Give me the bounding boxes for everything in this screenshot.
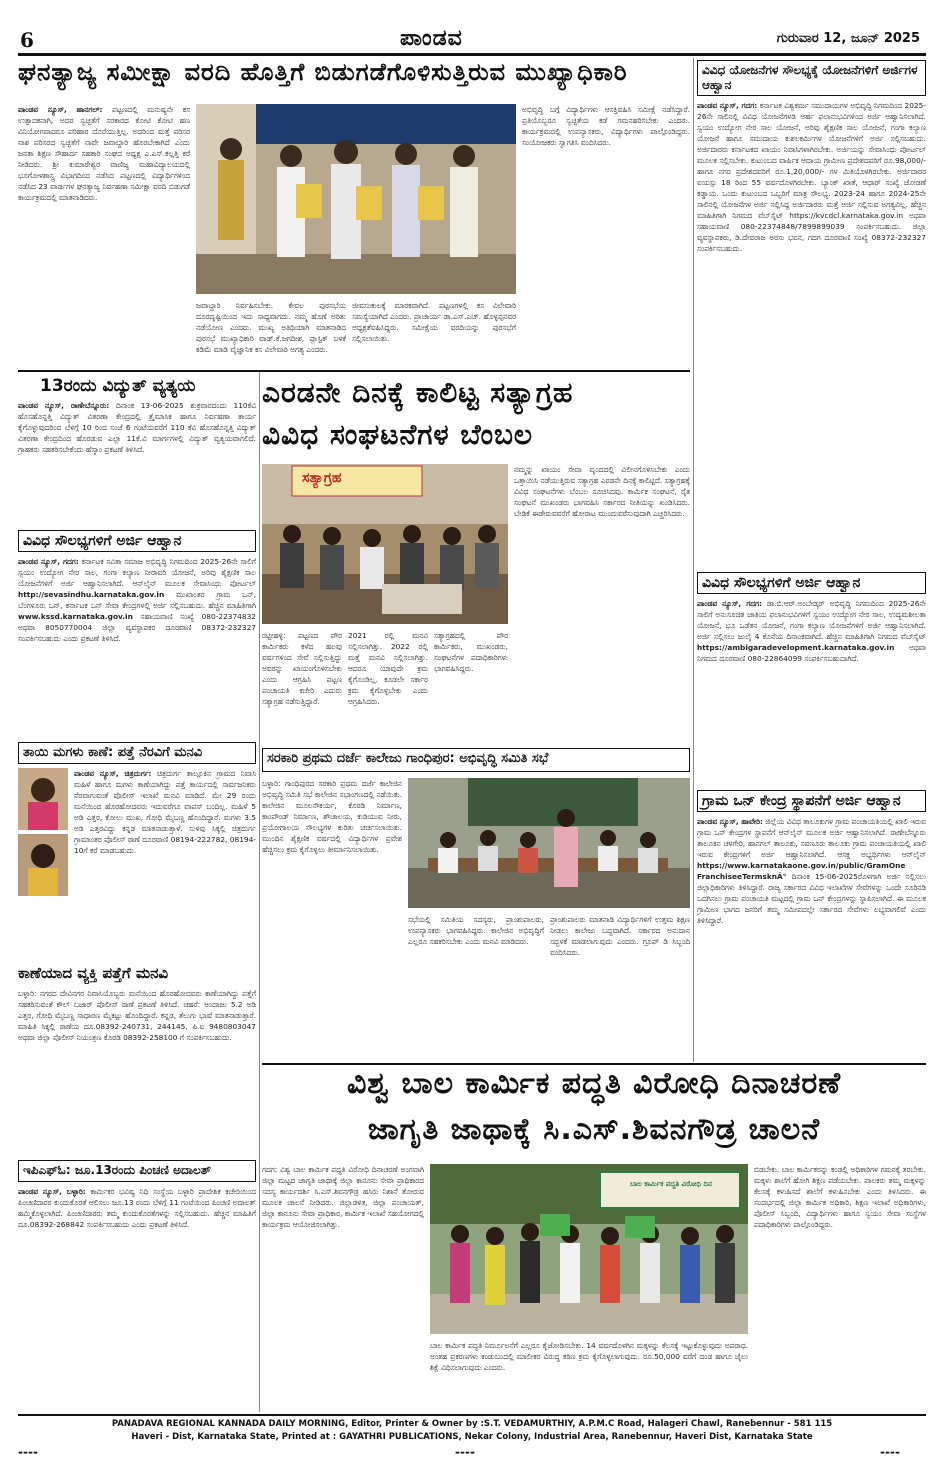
gramaone-headline: ಗ್ರಾಮ ಒನ್ ಕೇಂದ್ರ ಸ್ಥಾಪನೆಗೆ ಅರ್ಜಿ ಆಹ್ವಾನ [697,790,926,812]
schemes1-dateline: ಪಾಂಡವ ನ್ಯೂಸ್, ಗದಗ: [697,101,758,110]
childlabour-body-3: ಬಿಡಬೇಕು. ಬಾಲ ಕಾರ್ಮಿಕರನ್ನು ಕಂಡಲ್ಲಿ ಅಧಿಕಾರಿಗಳ ಗಮನಕ್ಕೆ ತರಬೇಕು. ಮಕ್ಕಳು ಶಾಲೆಗೆ ಹೋಗಿ ಶಿಕ್ಷಣ ಪಡೆಯಬೇಕು. ಪಾಲಕರು ತಮ್ಮ ಮಕ್ಕಳನ್ನು ಕೆಲಸಕ್ಕೆ ಕಳುಹಿಸದೆ ಶಾಲೆಗೆ ಕಳುಹಿಸಬೇಕು ಎಂದು ತಿಳಿಸಿದರು. ಈ ಸಂದರ್ಭದಲ್ಲಿ ಜಿಲ್ಲಾ ಕಾರ್ಮಿಕ ಅಧಿಕಾರಿ, ಶಿಕ್ಷಣ ಇಲಾಖೆ ಅಧಿಕಾರಿಗಳು, ಪೊಲೀಸ್ ಸಿಬ್ಬಂದಿ, ವಿದ್ಯಾರ್ಥಿಗಳು ಹಾಗೂ ಸ್ವಯಂ ಸೇವಾ ಸಂಸ್ಥೆಗಳ ಪದಾಧಿಕಾರಿಗಳು ಪಾಲ್ಗೊಂಡಿದ್ದರು. [754,1165,926,1229]
childlabour-headline-1: ವಿಶ್ವ ಬಾಲ ಕಾರ್ಮಿಕ ಪದ್ಧತಿ ವಿರೋಧಿ ದಿನಾಚರಣೆ [346,1068,842,1101]
schemes2-url-2[interactable]: www.kssd.karnataka.gov.in [18,612,133,621]
missingwoman-dateline: ಪಾಂಡವ ನ್ಯೂಸ್, ಚಿತ್ರದುರ್ಗ: [74,769,152,778]
lead-body-text: ಪಟ್ಟಣದಲ್ಲಿ ಮನುಷ್ಯನೇ ಕಸ ಉತ್ಪಾದಕನಾಗಿ, ಅದರ ಸ್ವಚ್ಛತೆಗೆ ಸರಕಾರದ ಕೋಟಿ ಕೋಟಿ ಹಣ ವಿನಿಯೋಗವಾದರೂ ಪರಿಹಾರ ದೊರೆಯುತ್ತಿಲ್ಲ. ಅದರಿಂದ ಮತ್ತೆ ಪರಿಸರ ನಾಶ ಪರಿಸರದ ಸ್ವಚ್ಛತೆಗೆ ನಾವೇ ಜವಾಬ್ದಾರಿ ಹೊರಬೇಕಾಗಿದೆ ಎಂದು ಜನತಾ ಶಿಕ್ಷಣ ಸೌಹಾರ್ದ ಸಹಕಾರಿ ಸಂಘದ ಅಧ್ಯಕ್ಷ ಎ.ಎಸ್.ಕಲ್ಲತ್ತಿ ಕರೆ ನೀಡಿದರು. ಶ್ರೀ ಕುಮಾರೇಶ್ವರ ವಾಣಿಜ್ಯ ಮಹಾವಿದ್ಯಾಲಯದಲ್ಲಿ ಭೂಗೋಳಶಾಸ್ತ್ರ ವಿಭಾಗದಿಂದ ನಡೆಸಿದ ಪಟ್ಟಣದಲ್ಲಿ ವಿದ್ಯಾರ್ಥಿಗಳಿಂದ ನಡೆಸಿದ 23 ವಾರ್ಡಗಳ ಘನತ್ಯಾಜ್ಯ ನಿರ್ವಹಣಾ ಸಮೀಕ್ಷಾ ವರದಿ ಬಿಡುಗಡೆ ಕಾರ್ಯಕ್ರಮದಲ್ಲಿ ಮಾತನಾಡಿದರು. [18,105,190,202]
schemes2-body-text: ಕರ್ನಾಟಕ ಸವಿತಾ ಸಮಾಜ ಅಭಿವೃದ್ಧಿ ನಿಗಮದಿಂದ 2025-26ನೇ ಸಾಲಿಗೆ ಸ್ವಯಂ ಉದ್ಯೋಗ ನೇರ ಸಾಲ, ಗಂಗಾ ಕಲ್ಯಾಣ ನೀರಾವರಿ ಯೋಜನೆ, ಅರಿವು ಶೈಕ್ಷಣಿಕ ಸಾಲ ಯೋಜನೆಗಳಿಗೆ ಅರ್ಜಿ ಆಹ್ವಾನಿಸಲಾಗಿದೆ. ಆನ್‌ಲೈನ್ ಮೂಲಕ ಸೇವಾಸಿಂಧು ಪೋರ್ಟಲ್ [18,557,256,588]
satyagraha-photo-image [262,464,508,624]
childlabour-body-1: ಗದಗ: ವಿಶ್ವ ಬಾಲ ಕಾರ್ಮಿಕ ಪದ್ಧತಿ ವಿರೋಧಿ ದಿನಾಚರಣೆ ಅಂಗವಾಗಿ ಜಿಲ್ಲಾ ಮಟ್ಟದ ಜಾಗೃತಿ ಜಾಥಾಕ್ಕೆ ಜಿಲ್ಲಾ ಕಾನೂನು ಸೇವಾ ಪ್ರಾಧಿಕಾರದ ಸದಸ್ಯ ಕಾರ್ಯದರ್ಶಿ ಸಿ.ಎಸ್.ಶಿವನಗೌಡ್ರ ಹಸಿರು ನಿಶಾನೆ ತೋರುವ ಮೂಲಕ ಚಾಲನೆ ನೀಡಿದರು. ಜಿಲ್ಲಾಡಳಿತ, ಜಿಲ್ಲಾ ಪಂಚಾಯತ್, ಜಿಲ್ಲಾ ಕಾನೂನು ಸೇವಾ ಪ್ರಾಧಿಕಾರ, ಕಾರ್ಮಿಕ ಇಲಾಖೆ ಸಹಯೋಗದಲ್ಲಿ ಕಾರ್ಯಕ್ರಮ ಆಯೋಜಿಸಲಾಗಿತ್ತು. [262,1165,424,1229]
schemes2-url-1[interactable]: http://sevasindhu.karnataka.gov.in [18,590,165,599]
pension-dateline: ಪಾಂಡವ ನ್ಯೂಸ್, ಬಳ್ಳಾರಿ: [18,1187,86,1196]
satyagraha-body-2: 2021 ರಲ್ಲಿ ಮನವಿ ಸಲ್ಲಿಸಲಾಗಿತ್ತು. 2022 ರಲ್ಲಿ ಮತ್ತೆ ಮನವಿ ಸಲ್ಲಿಸಲಾಗಿತ್ತು. ಆದರೂ ಯಾವುದೇ ಕ್ರಮ ಕೈಗೊಂಡಿಲ್ಲ. ಕೂಡಲೇ ಸರ್ಕಾರ ಕ್ರಮ ಕೈಗೊಳ್ಳಬೇಕು ಎಂದು ಆಗ್ರಹಿಸಿದರು. [348,631,428,706]
satyagraha-banner: ಸತ್ಯಾಗ್ರಹ [302,470,342,486]
gramaone-dateline: ಪಾಂಡವ ನ್ಯೂಸ್, ಹಾವೇರಿ: [697,817,764,826]
gramaone-body-text: ಜಿಲ್ಲೆಯ ವಿವಿಧ ತಾಲೂಕುಗಳ ಗ್ರಾಮ ಪಂಚಾಯತಿಯಲ್ಲಿ ಖಾಲಿ ಇರುವ ಗ್ರಾಮ ಒನ್ ಕೇಂದ್ರಗಳ ಸ್ಥಾಪನೆಗೆ ಆನ್‌ಲೈನ್ ಮೂಲಕ ಅರ್ಜಿ ಆಹ್ವಾನಿಸಲಾಗಿದೆ. ರಾಣೇಬೆನ್ನೂರು ತಾಲೂಕಿನ ಚಳಗೇರಿ, ಹಾನಗಲ್ ತಾಲೂಕು, ಸವಣೂರು ತಾಲೂಕು ಗ್ರಾಮ ಪಂಚಾಯತಿಯಲ್ಲಿ ಖಾಲಿ ಇರುವ ಕೇಂದ್ರಗಳಿಗೆ ಅರ್ಜಿ ಆಹ್ವಾನಿಸಲಾಗಿದೆ. ಆಸಕ್ತ ಅಭ್ಯರ್ಥಿಗಳು ಆನ್‌ಲೈನ್ [697,817,926,859]
satyagraha-photo [262,464,508,624]
college-photo-image [408,778,690,908]
lead-photo [196,104,516,294]
schemes3-body-text: ಡಾ.ಬಿ.ಆರ್.ಅಂಬೇಡ್ಕರ್ ಅಭಿವೃದ್ಧಿ ನಿಗಮದಿಂದ 2025-26ನೇ ಸಾಲಿಗೆ ಅನುಸೂಚಿತ ಜಾತಿಯ ಫಲಾನುಭವಿಗಳಿಗೆ ಸ್ವಯಂ ಉದ್ಯೋಗ ನೇರ ಸಾಲ, ಉದ್ಯಮಶೀಲತಾ ಯೋಜನೆ, ಭೂ ಒಡೆತನ ಯೋಜನೆ, ಗಂಗಾ ಕಲ್ಯಾಣ ಯೋಜನೆಗಳಿಗೆ ಅರ್ಜಿ ಆಹ್ವಾನಿಸಲಾಗಿದೆ. ಅರ್ಜಿ ಸಲ್ಲಿಸಲು ಜುಲೈ 4 ಕೊನೆಯ ದಿನಾಂಕವಾಗಿದೆ. ಹೆಚ್ಚಿನ ಮಾಹಿತಿಗಾಗಿ ನಿಗಮದ ವೆಬ್‌ಸೈಟ್ [697,599,926,641]
lead-headline: ಘನತ್ಯಾಜ್ಯ ಸಮೀಕ್ಷಾ ವರದಿ ಹೊತ್ತಿಗೆ ಬಿಡುಗಡೆಗೊಳಿಸುತ್ತಿರುವ ಮುಖ್ಯಾಧಿಕಾರಿ [18,60,628,86]
missingwoman-headline: ತಾಯಿ ಮಗಳು ಕಾಣೆ: ಪತ್ತೆ ನೆರವಿಗೆ ಮನವಿ [18,742,256,764]
lead-body-col4: ಅಭಿವೃದ್ಧಿ ಬಗ್ಗೆ ವಿದ್ಯಾರ್ಥಿಗಳು ಆಸಕ್ತಿವಹಿಸಿ ಸಮೀಕ್ಷೆ ನಡೆಸಿದ್ದಾರೆ. ಪ್ರತಿಯೊಬ್ಬರೂ ಸ್ವಚ್ಛತೆಯ ಕಡೆ ಗಮನಹರಿಸಬೇಕು ಎಂದರು. ಕಾರ್ಯಕ್ರಮದಲ್ಲಿ ಉಪನ್ಯಾಸಕರು, ವಿದ್ಯಾರ್ಥಿಗಳು ಪಾಲ್ಗೊಂಡಿದ್ದರು. ಸಂಯೋಜಕರು ಸ್ವಾಗತಿಸಿ ವಂದಿಸಿದರು. [522,105,690,147]
childlabour-body-2: ಬಾಲ ಕಾರ್ಮಿಕ ಪದ್ಧತಿ ನಿರ್ಮೂಲನೆಗೆ ಎಲ್ಲರೂ ಕೈಜೋಡಿಸಬೇಕು. 14 ವರ್ಷದೊಳಗಿನ ಮಕ್ಕಳನ್ನು ಕೆಲಸಕ್ಕೆ ಇಟ್ಟುಕೊಳ್ಳುವುದು ಅಪರಾಧ. ಅಂತಹ ಪ್ರಕರಣಗಳು ಕಂಡುಬಂದಲ್ಲಿ ಮಾಲೀಕರ ವಿರುದ್ಧ ಕಠಿಣ ಕ್ರಮ ಕೈಗೊಳ್ಳಲಾಗುವುದು. ರೂ.50,000 ವರೆಗೆ ದಂಡ ಹಾಗೂ ಜೈಲು ಶಿಕ್ಷೆ ವಿಧಿಸಲಾಗುವುದು ಎಂದರು. [430,1341,748,1372]
lead-dateline: ಪಾಂಡವ ನ್ಯೂಸ್, ಹಾನಗಲ್: [18,105,103,114]
footer-dash-mid: ---- [455,1445,475,1459]
pension-body [18,1186,256,1408]
missingwoman-body-text: ಚಿತ್ರದುರ್ಗ ತಾಲ್ಲೂಕಿನ ಗ್ರಾಮದ ನಿವಾಸಿ ಮಹಿಳೆ ಹಾಗೂ ಮಗಳು ಕಾಣೆಯಾಗಿದ್ದು ಪತ್ತೆ ಕಾರ್ಯದಲ್ಲಿ ಸಾರ್ವಜನಿಕರು ನೆರವಾಗುವಂತೆ ಪೊಲೀಸ್ ಇಲಾಖೆ ಮನವಿ ಮಾಡಿದೆ. ಮೇ 29 ರಂದು ಮನೆಯಿಂದ ಹೊರಹೋದವರು ಇದುವರೆಗೂ ವಾಪಸ್ ಬಂದಿಲ್ಲ. ಮಹಿಳೆ 5 ಅಡಿ ಎತ್ತರ, ಕೋಲು ಮುಖ, ಗೋಧಿ ಮೈಬಣ್ಣ ಹೊಂದಿದ್ದಾರೆ. ಮಗಳು 3.5 ಅಡಿ ಎತ್ತರವಿದ್ದು ಕನ್ನಡ ಮಾತನಾಡುತ್ತಾಳೆ. ಸುಳಿವು ಸಿಕ್ಕಲ್ಲಿ ಚಿತ್ರದುರ್ಗ ಗ್ರಾಮಾಂತರ ಪೊಲೀಸ್ ಠಾಣೆ ದೂರವಾಣಿ 08194-222782, 08194-10ಗೆ ಕರೆ ಮಾಡಬಹುದು. [74,769,256,855]
footer-dash-left: ---- [18,1445,38,1459]
satyagraha-headline-1: ಎರಡನೇ ದಿನಕ್ಕೆ ಕಾಲಿಟ್ಟ ಸತ್ಯಾಗ್ರಹ [262,378,574,409]
lead-body-col1 [18,104,190,368]
imprint-line-1: PANADAVA REGIONAL KANNADA DAILY MORNING, Editor, Printer & Owner by :S.T. VEDAMURTHIY, A.P.M.C Road, Halageri Chawl, Ranebennur - 581 115 [111,1419,833,1429]
pension-headline: ಇಪಿಎಫ್ಓ: ಜೂ.13ರಂದು ಪಿಂಚಣಿ ಅದಾಲತ್ [18,1160,256,1182]
header-rule [18,53,926,56]
footer-dash-right: ---- [880,1445,900,1459]
col-rule-2 [693,58,694,1062]
schemes3-url[interactable]: https://ambigaradevelopment.karnataka.gov.in [697,643,895,652]
schemes2-body [18,556,256,736]
college-photo [408,778,690,908]
missingman-body: ಬಳ್ಳಾರಿ: ನಗರದ ದೇವಿನಗರ ನಿವಾಸಿಯೊಬ್ಬರು ಮನೆಯಿಂದ ಹೊರಹೋದವರು ಕಾಣೆಯಾಗಿದ್ದು ಪತ್ತೆಗೆ ಸಹಕರಿಸುವಂತೆ ಕೌಲ್ ಬಜಾರ್ ಪೊಲೀಸ್ ಠಾಣೆ ಪ್ರಕಟಣೆ ತಿಳಿಸಿದೆ. ಚಹರೆ: ಅಂದಾಜು 5.2 ಅಡಿ ಎತ್ತರ, ಗೋಧಿ ಮೈಬಣ್ಣ ಸಾಧಾರಣ ಮೈಕಟ್ಟು ಹೊಂದಿದ್ದಾರೆ. ಕನ್ನಡ, ತೆಲುಗು ಭಾಷೆ ಮಾತನಾಡುತ್ತಾರೆ. ಮಾಹಿತಿ ಸಿಕ್ಕಲ್ಲಿ ಠಾಣೆಯ ದೂ.08392-240731, 244145, ಪಿ.ಐ 9480803047 ಅಥವಾ ಜಿಲ್ಲಾ ಪೊಲೀಸ್ ನಿಯಂತ್ರಣ ಕೊಠಡಿ 08392-258100 ಗೆ ಸಂಪರ್ಕಿಸಬಹುದು. [18,989,256,1042]
powercut-body [18,400,256,524]
lead-body-col2: ಜವಾಬ್ದಾರಿ ನಿರ್ವಹಿಸಬೇಕು. ಕೇವಲ ಪುರಸಭೆಯ ದೂರದೃಷ್ಟಿಯಿಂದ ಇದು ಸಾಧ್ಯವಾಗದು. ನಮ್ಮ ಹೊಣೆ ಅರಿತು ನಡೆಯೋಣ ಎಂದರು. ಮುಖ್ಯ ಅತಿಥಿಯಾಗಿ ಮಾತನಾಡಿದ ಪುರಸಭೆ ಮುಖ್ಯಾಧಿಕಾರಿ ವಾಡ್.ಕೆ.ಜಗದೀಶ, ಪ್ಲಾಸ್ಟಿಕ್ ಬಳಕೆ ಕಡಿಮೆ ಮಾಡಿ ವೈಜ್ಞಾನಿಕ ಕಸ ವಿಲೇವಾರಿ ಅಗತ್ಯ ಎಂದರು. [196,301,346,354]
schemes2-headline: ವಿವಿಧ ಸೌಲಭ್ಯಗಳಿಗೆ ಅರ್ಜಿ ಆಹ್ವಾನ [18,530,256,552]
schemes2-dateline: ಪಾಂಡವ ನ್ಯೂಸ್, ಗದಗ: [18,557,79,566]
issue-date: ಗುರುವಾರ 12, ಜೂನ್ 2025 [776,31,920,46]
schemes3-headline: ವಿವಿಧ ಸೌಲಭ್ಯಗಳಿಗೆ ಅರ್ಜಿ ಆಹ್ವಾನ [697,572,926,594]
childlabour-headline-2: ಜಾಗೃತಿ ಜಾಥಾಕ್ಕೆ ಸಿ.ಎಸ್.ಶಿವನಗೌಡ್ರ ಚಾಲನೆ [367,1114,821,1147]
satyagraha-body-3: ಸತ್ಯಾಗ್ರಹದಲ್ಲಿ ಪೌರ ಕಾರ್ಮಿಕರು, ಮುಖಂಡರು, ಸಂಘಟನೆಗಳ ಪದಾಧಿಕಾರಿಗಳು ಭಾಗವಹಿಸಿದ್ದರು. [434,631,508,673]
gramaone-body-text-2: ದಿನಾಂಕ 15-06-2025ರೊಳಗಾಗಿ ಅರ್ಜಿ ಸಲ್ಲಿಸಲು ಜಿಲ್ಲಾಧಿಕಾರಿಗಳು ತಿಳಿಸಿದ್ದಾರೆ. ರಾಜ್ಯ ಸರ್ಕಾರದ ವಿವಿಧ ಇಲಾಖೆಗಳ ಸೇವೆಗಳನ್ನು ಒಂದೇ ಸೂರಿನಡಿ ಒದಗಿಸಲು ಗ್ರಾಮ ಪಂಚಾಯತಿ ಮಟ್ಟದಲ್ಲಿ ಗ್ರಾಮ ಒನ್ ಕೇಂದ್ರಗಳನ್ನು ಸ್ಥಾಪಿಸಲಾಗಿದೆ. ಈ ಮೂಲಕ ಗ್ರಾಮೀಣ ಭಾಗದ ಜನರಿಗೆ ತಮ್ಮ ಸಮೀಪದಲ್ಲೇ ಸರ್ಕಾರದ ಸೇವೆಗಳು ಲಭ್ಯವಾಗಲಿವೆ ಎಂದು ತಿಳಿಸಿದ್ದಾರೆ. [697,872,926,925]
gramaone-url[interactable]: https://www.karnatakaone.gov.in/public/GramOne FranchiseeTermsknÃ° [697,861,906,881]
missingman-headline: ಕಾಣೆಯಾದ ವ್ಯಕ್ತಿ ಪತ್ತೆಗೆ ಮನವಿ [18,964,169,982]
lead-photo-image [196,104,516,294]
footer-rule [18,1414,926,1416]
college-body-3: ಪ್ರಾಂಶುಪಾಲರು ಮಾತನಾಡಿ ವಿದ್ಯಾರ್ಥಿಗಳಿಗೆ ಉತ್ತಮ ಶಿಕ್ಷಣ ನೀಡಲು ಕಾಲೇಜು ಬದ್ಧವಾಗಿದೆ. ಸರ್ಕಾರದ ಅನುದಾನ ಸದ್ಬಳಕೆ ಮಾಡಲಾಗುವುದು ಎಂದರು. ಗ್ರೂಪ್ ಡಿ ಸಿಬ್ಬಂದಿ ವಂದಿಸಿದರು. [550,915,690,957]
schemes1-body-text-2: ಬ್ಯಾಂಕ್ ಖಾತೆ, ಆಧಾರ್ ಸಂಖ್ಯೆ ಜೋಡಣೆ ಕಡ್ಡಾಯ. ಒಂದು ಕುಟುಂಬದ ಒಬ್ಬರಿಗೆ ಮಾತ್ರ ಸೌಲಭ್ಯ. 2023-24 ಹಾಗೂ 2024-25ನೇ ಸಾಲಿನಲ್ಲಿ ಯೋಜನೆಗಳ ಅರ್ಜಿ ಸಲ್ಲಿಸಿದ್ದ ಅರ್ಜಿದಾರರು ಮತ್ತೆ ಅರ್ಜಿ ಸಲ್ಲಿಸುವ ಅಗತ್ಯವಿಲ್ಲ. ಹೆಚ್ಚಿನ ಮಾಹಿತಿಗಾಗಿ ನಿಗಮದ ವೆಬ್‌ಸೈಟ್ https://kvcdcl.karnataka.gov.in ಅಥವಾ ಸಹಾಯವಾಣಿ 080-22374848/7899899039 ಸಂಪರ್ಕಿಸಬಹುದು. ಜಿಲ್ಲಾ ವ್ಯವಸ್ಥಾಪಕರು, ಡಿ.ದೇವರಾಜ ಅರಸು ಭವನ, ಗದಗ ದೂರವಾಣಿ ಸಂಖ್ಯೆ 08372-232327 ಸಂಪರ್ಕಿಸಬಹುದು. [697,178,926,253]
powercut-body-text: ದಿನಾಂಕ 13-06-2025 ಶುಕ್ರವಾರದಂದು 110ಕೆವಿ ಹೊಸಹೊನ್ನತ್ತಿ ವಿದ್ಯುತ್ ವಿತರಣಾ ಕೇಂದ್ರದಲ್ಲಿ ತ್ರೈಮಾಸಿಕ ಹಾಗೂ ನಿರ್ವಹಣಾ ಕಾರ್ಯ ಕೈಗೊಳ್ಳುವುದರಿಂದ ಬೆಳಿಗ್ಗೆ 10 ರಿಂದ ಸಂಜೆ 6 ಗಂಟೆಯವರೆಗೆ 110 ಕೆವಿ ಹೊಸಹೊನ್ನತ್ತಿ ವಿದ್ಯುತ್ ವಿತರಣಾ ಕೇಂದ್ರದಿಂದ ಹೊರಡುವ ಎಲ್ಲಾ 11ಕೆ.ವಿ ಮಾರ್ಗಗಳಲ್ಲಿ ವಿದ್ಯುತ್ ವ್ಯತ್ಯಯವಾಗಲಿದೆ. ಗ್ರಾಹಕರು ಸಹಕರಿಸಬೇಕೆಂದು ಹೆಸ್ಕಾಂ ಪ್ರಕಟಣೆ ತಿಳಿಸಿದೆ. [18,401,256,454]
schemes3-dateline: ಪಾಂಡವ ನ್ಯೂಸ್, ಗದಗ: [697,599,762,608]
missingwoman-body [74,768,256,958]
schemes1-headline: ವಿವಿಧ ಯೋಜನೆಗಳ ಸೌಲಭ್ಯಕ್ಕೆ ಯೋಜನೆಗಳಿಗೆ ಅರ್ಜಿಗಳ ಆಹ್ವಾನ [697,60,926,96]
satyagraha-body-1: ರಟ್ಟೀಹಳ್ಳಿ: ಪಟ್ಟಣದ ಪೌರ ಕಾರ್ಮಿಕರು ಕಳೆದ ಹಲವು ವರ್ಷಗಳಿಂದ ಸೇವೆ ಸಲ್ಲಿಸುತ್ತಿದ್ದು ಅವರನ್ನು ಖಾಯಂಗೊಳಿಸಬೇಕು ಎಂದು ಆಗ್ರಹಿಸಿ ಪಟ್ಟಣ ಪಂಚಾಯತಿ ಕಚೇರಿ ಎದುರು ಸತ್ಯಾಗ್ರಹ ನಡೆಸುತ್ತಿದ್ದಾರೆ. [262,631,342,706]
childlabour-photo-image [430,1164,748,1334]
imprint-line-2: Haveri - Dist, Karnataka State, Printed at : GAYATHRI PUBLICATIONS, Nekar Colony, Industrial Area, Ranebennur, Haveri Dist, Karnataka State [131,1432,813,1442]
childlabour-photo [430,1164,748,1334]
child-labour-top-rule [262,1063,926,1065]
lead-body-col3: ಜೀವಸಂಕುಲಕ್ಕೆ ಮಾರಕವಾಗಿದೆ. ಪಟ್ಟಣಗಳಲ್ಲಿ ಕಸ ವಿಲೇವಾರಿ ಸಮಸ್ಯೆಯಾಗಿದೆ ಎಂದರು. ಪ್ರಾಚಾರ್ಯ ಡಾ.ಎಸ್.ಎಚ್. ಹೊಳ್ಳಪ್ಪನವರ ಅಧ್ಯಕ್ಷತೆವಹಿಸಿದ್ದರು. ಸಮೀಕ್ಷೆಯ ವರದಿಯನ್ನು ಪುರಸಭೆಗೆ ಸಲ್ಲಿಸಲಾಯಿತು. [352,301,516,343]
schemes2-body-text-2: ಮುಖಾಂತರ ಗ್ರಾಮ ಒನ್, ಬೆಂಗಳೂರು ಒನ್, ಕರ್ನಾಟಕ ಒನ್ ಸೇವಾ ಕೇಂದ್ರಗಳಲ್ಲಿ ಅರ್ಜಿ ಸಲ್ಲಿಸಬಹುದು. ಹೆಚ್ಚಿನ ಮಾಹಿತಿಗಾಗಿ [18,590,256,610]
missingwoman-photo-2-image [18,834,68,896]
schemes2-body-text-3: ಸಹಾಯವಾಣಿ ಸಂಖ್ಯೆ 080-22374832 ಅಥವಾ 8050770004 ಜಿಲ್ಲಾ ವ್ಯವಸ್ಥಾಪಕರ ದೂರವಾಣಿ 08372-232327 ಸಂಪರ್ಕಿಸಬಹುದು ಎಂದು ಪ್ರಕಟಣೆ ತಿಳಿಸಿದೆ. [18,612,256,643]
page-number: 6 [20,28,34,52]
schemes3-body [697,598,926,774]
lead-bottom-rule [18,370,690,372]
college-headline: ಸರಕಾರಿ ಪ್ರಥಮ ದರ್ಜೆ ಕಾಲೇಜು ಗಾಂಧಿಪುರ: ಅಭಿವೃದ್ಧಿ ಸಮಿತಿ ಸಭೆ [262,748,690,772]
pension-body-text: ಕಾರ್ಮಿಕರ ಭವಿಷ್ಯ ನಿಧಿ ಸಂಸ್ಥೆಯ ಬಳ್ಳಾರಿ ಪ್ರಾದೇಶಿಕ ಕಚೇರಿಯಿಂದ ಪಿಂಚಣಿದಾರರ ಕುಂದುಕೊರತೆ ಆಲಿಸಲು ಜೂ.13 ರಂದು ಬೆಳಿಗ್ಗೆ 11 ಗಂಟೆಯಿಂದ ಪಿಂಚಣಿ ಅದಾಲತ್ ಹಮ್ಮಿಕೊಳ್ಳಲಾಗಿದೆ. ಪಿಂಚಣಿದಾರರು ತಮ್ಮ ಕುಂದುಕೊರತೆಗಳನ್ನು ಸಲ್ಲಿಸಬಹುದು. ಹೆಚ್ಚಿನ ಮಾಹಿತಿಗೆ ದೂ.08392-268842 ಸಂಪರ್ಕಿಸಬಹುದು ಎಂದು ಪ್ರಕಟಣೆ ತಿಳಿಸಿದೆ. [18,1187,256,1229]
childlabour-banner: ಬಾಲ ಕಾರ್ಮಿಕ ಪದ್ಧತಿ ವಿರೋಧಿ ದಿನ [630,1180,712,1188]
col-rule-1 [259,372,260,1412]
schemes3-body-text-2: ಅಥವಾ ನಿಗಮದ ದೂರವಾಣಿ 080-22864099 ಸಂಪರ್ಕಿಸಬಹುದಾಗಿದೆ. [697,643,926,663]
gramaone-body [697,816,926,1060]
college-body-2: ಸಭೆಯಲ್ಲಿ ಸಮಿತಿಯ ಸದಸ್ಯರು, ಪ್ರಾಂಶುಪಾಲರು, ಉಪನ್ಯಾಸಕರು ಭಾಗವಹಿಸಿದ್ದರು. ಕಾಲೇಜಿನ ಅಭಿವೃದ್ಧಿಗೆ ಎಲ್ಲರೂ ಸಹಕರಿಸಬೇಕು ಎಂದು ಮನವಿ ಮಾಡಿದರು. [408,915,544,946]
powercut-headline: 13ರಂದು ವಿದ್ಯುತ್ ವ್ಯತ್ಯಯ [40,376,196,396]
missingwoman-photo-2 [18,834,68,896]
masthead: ಪಾಂಡವ [400,26,463,51]
missingwoman-photo-1 [18,768,68,830]
imprint [18,1418,926,1444]
satyagraha-body-right: ನಮ್ಮನ್ನು ಖಾಯಂ ಸೇವಾ ವೃಂದದಲ್ಲಿ ವಿಲೀನಗೊಳಿಸಬೇಕು ಎಂದು ಒತ್ತಾಯಿಸಿ ನಡೆಯುತ್ತಿರುವ ಸತ್ಯಾಗ್ರಹ ಎರಡನೇ ದಿನಕ್ಕೆ ಕಾಲಿಟ್ಟಿದೆ. ಸತ್ಯಾಗ್ರಹಕ್ಕೆ ವಿವಿಧ ಸಂಘಟನೆಗಳು ಬೆಂಬಲ ಸೂಚಿಸಿದವು. ಕಾರ್ಮಿಕ ಸಂಘಟನೆ, ರೈತ ಸಂಘಟನೆ ಮುಖಂಡರು ಭಾಗವಹಿಸಿ ಸರ್ಕಾರದ ನೀತಿಯನ್ನು ಖಂಡಿಸಿದರು. ಬೇಡಿಕೆ ಈಡೇರುವವರೆಗೆ ಹೋರಾಟ ಮುಂದುವರೆಸುವುದಾಗಿ ಎಚ್ಚರಿಸಿದರು. [514,465,690,518]
satyagraha-headline-2: ವಿವಿಧ ಸಂಘಟನೆಗಳ ಬೆಂಬಲ [262,420,534,451]
schemes1-body-text: ಕರ್ನಾಟಕ ವಿಶ್ವಕರ್ಮ ಸಮುದಾಯಗಳ ಅಭಿವೃದ್ಧಿ ನಿಗಮದಿಂದ 2025-26ನೇ ಸಾಲಿನಲ್ಲಿ ವಿವಿಧ ಯೋಜನೆಗಳಡಿ ಅರ್ಹ ಫಲಾನುಭವಿಗಳಿಂದ ಅರ್ಜಿ ಆಹ್ವಾನಿಸಲಾಗಿದೆ. ಸ್ವಯಂ ಉದ್ಯೋಗ ನೇರ ಸಾಲ ಯೋಜನೆ, ಅರಿವು ಶೈಕ್ಷಣಿಕ ಸಾಲ ಯೋಜನೆ, ಗಂಗಾ ಕಲ್ಯಾಣ ಯೋಜನೆ ಹಾಗೂ ಸಮುದಾಯ ಕುಶಲಕರ್ಮಿಗಳ ಯೋಜನೆಗಳಿಗೆ ಅರ್ಜಿ ಸಲ್ಲಿಸಬಹುದು. ಅರ್ಜಿದಾರರು ಕರ್ನಾಟಕದ ಖಾಯಂ ನಿವಾಸಿಗಳಾಗಿರಬೇಕು. ಅರ್ಜಿಯನ್ನು ಸೇವಾಸಿಂಧು ಪೋರ್ಟಲ್ ಮೂಲಕ ಸಲ್ಲಿಸಬೇಕು. ಕುಟುಂಬದ ವಾರ್ಷಿಕ ಆದಾಯ ಗ್ರಾಮೀಣ ಪ್ರದೇಶದವರಿಗೆ ರೂ.98,000/- ಹಾಗೂ ನಗರ ಪ್ರದೇಶದವರಿಗೆ ರೂ.1,20,000/- ಗಳ ಮಿತಿಯೊಳಗಿರಬೇಕು. ಅರ್ಜಿದಾರರ ವಯಸ್ಸು 18 ರಿಂದ 55 ವರ್ಷದೊಳಗಿರಬೇಕು. [697,101,926,187]
schemes1-body [697,100,926,466]
college-body-1: ಬಳ್ಳಾರಿ: ಗಾಂಧಿಪುರದ ಸರಕಾರಿ ಪ್ರಥಮ ದರ್ಜೆ ಕಾಲೇಜಿನ ಅಭಿವೃದ್ಧಿ ಸಮಿತಿ ಸಭೆ ಕಾಲೇಜಿನ ಸಭಾಂಗಣದಲ್ಲಿ ನಡೆಯಿತು. ಕಾಲೇಜಿನ ಮೂಲಸೌಕರ್ಯ, ಕೊಠಡಿ ನಿರ್ಮಾಣ, ಕಾಂಪೌಂಡ್ ನಿರ್ಮಾಣ, ಶೌಚಾಲಯ, ಕುಡಿಯುವ ನೀರು, ಪ್ರಯೋಗಾಲಯ ಸೌಲಭ್ಯಗಳ ಕುರಿತು ಚರ್ಚಿಸಲಾಯಿತು. ಮುಂದಿನ ಶೈಕ್ಷಣಿಕ ವರ್ಷದಲ್ಲಿ ವಿದ್ಯಾರ್ಥಿಗಳ ಪ್ರವೇಶ ಹೆಚ್ಚಿಸಲು ಕ್ರಮ ಕೈಗೊಳ್ಳಲು ತೀರ್ಮಾನಿಸಲಾಯಿತು. [262,779,402,854]
missingwoman-photo-1-image [18,768,68,830]
powercut-dateline: ಪಾಂಡವ ನ್ಯೂಸ್, ರಾಣೇಬೆನ್ನೂರು: [18,401,110,410]
